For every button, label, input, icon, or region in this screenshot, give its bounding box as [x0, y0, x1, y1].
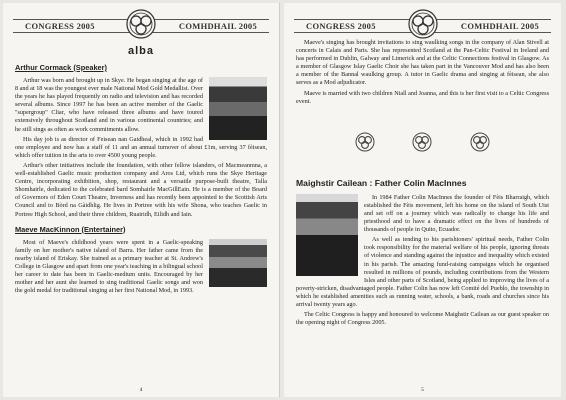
ornament-row	[336, 132, 509, 152]
header-right-text: COMHDHAIL 2005	[178, 21, 257, 31]
page-header	[13, 9, 269, 39]
bio-paragraph: Arthur was born and brought up in Skye. He began singing at the age of 8 and at 18 was the youngest ever male National Mod Gold Medallist. Over the years he has played frequently on radio and television and has recorded several albums. Since 1997 he has been an active member of the Gaelic "supergroup" Cliar, who have released three albums and have toured extensively throughout Scotland and in various continental countries; and he still sings as often as work commitments allow.	[15, 77, 203, 133]
header-right-text: COMHDHAIL 2005	[460, 21, 539, 31]
bio-paragraph: Maeve is married with two children Niall and Joanna, and this is her first visit to a Celtic Congress event.	[296, 89, 549, 105]
page-number: 5	[421, 387, 424, 393]
bio-paragraph: As well as tending to his parishioners' spiritual needs, Father Colin took responsibility for the material welfare of his people, ignoring threats of violence and standing against the injustice and inequality which existed in his parish. The amazing fund-raising campaigns which he organised resulted in millions of pounds, including contributions from the Western Isles and other parts of Scotland, being applied to improving the lives of a poverty-stricken, disadvantaged people. Father Colin has now left Comité del Pueblo, the township in which he established amenities such as running water, schools, a bank, roads and churches since his arrival twenty years ago.	[296, 236, 549, 308]
bio-paragraph: In 1984 Father Colin MacInnes the founder of Fèis Bharraigh, which established the Fèis movement, left his home on the island of South Uist and set off on a journey which was radically to change his life and priesthood and to have a dramatic effect on the lives of hundreds of thousands of people in Quito, Ecuador.	[364, 193, 549, 234]
celtic-knot-icon	[355, 132, 375, 152]
celtic-knot-icon	[470, 132, 490, 152]
portrait-photo-maeve	[209, 239, 267, 287]
bio-paragraph: Arthur's other initiatives include the foundation, with other fellow islanders, of Macmeanmna, a well-established Gaelic music production company and Aros Ltd, which runs the Skye Heritage Centre, incorporating exhibition, shop, restaurant and a versatile purpose-built theatre, Talla Shomhairle, dedicated to the celebrated bard Somhairle MacGillEain. He is a member of the Board of Governors of Eden Court Theatre, Inverness and has recently been appointed to the Scottish Arts Council and to Bòrd na Gàidhlig. He lives in Portree with his wife Shona, who teaches Gaelic in Portree High School, and their three children, Ruairidh, Eilidh and Iain.	[15, 161, 267, 218]
header-left-text: CONGRESS 2005	[25, 21, 95, 31]
bio-paragraph: Maeve's singing has brought invitations to sing waulking songs in the company of Alan Stivell at concerts in Calais and Paris. She has represented Scotland at the Pan-Celtic Festival in Ireland and has performed in Dublin, Galway and Limerick and at the Celtic Connections festival in Glasgow. As a member of Glasgow Islay Gaelic Choir she has taken part in the Vancouver Mod and has also been a member of the Bannal waulking group. A tutor in Gaelic drama and singing at fèisean, she also serves as a Mod adjudicator.	[296, 39, 549, 87]
celtic-knot-icon	[412, 132, 432, 152]
page-number: 4	[139, 387, 143, 393]
bio-paragraph: The Celtic Congress is happy and honoured to welcome Maighstir Cailean as our guest speaker on the opening night of Congress 2005.	[296, 311, 549, 327]
left-column	[3, 63, 279, 295]
bio-paragraph: Most of Maeve's childhood years were spent in a Gaelic-speaking family on her mother's native island of Barra. Her father came from the nearby island of Eriskay. She trained as a primary teacher at St. Andrew's College in Glasgow and apart from one year's teaching in a bilingual school her career to date has been in Gaelic-medium units. Encouraged by her mother and her aunt she learned to sing traditional Gaelic songs and won the gold medal for traditional singing at her first National Mod, in 1993.	[15, 238, 203, 295]
portrait-photo-arthur	[209, 77, 267, 140]
page-left	[3, 3, 280, 397]
bio-paragraph: His day job is as director of Feisean nan Gaidheal, which in 1992 had one employee and now has a staff of 11 and an annual turnover of about £1m, serving 37 fèisean, which offer tuition in the arts to over 4500 young people.	[15, 135, 267, 159]
page-header	[294, 9, 551, 39]
page-right	[284, 3, 561, 397]
region-title: alba	[127, 45, 154, 57]
entertainer-heading: Maeve MacKinnon (Entertainer)	[15, 224, 126, 234]
guest-speaker-heading: Maighstir Cailean : Father Colin MacInnes	[296, 177, 467, 188]
portrait-photo-colin	[296, 194, 358, 276]
header-left-text: CONGRESS 2005	[306, 21, 376, 31]
celtic-knot-icon	[408, 9, 438, 39]
right-column	[284, 39, 561, 327]
celtic-knot-icon	[126, 9, 156, 39]
speaker-heading: Arthur Cormack (Speaker)	[15, 63, 108, 72]
